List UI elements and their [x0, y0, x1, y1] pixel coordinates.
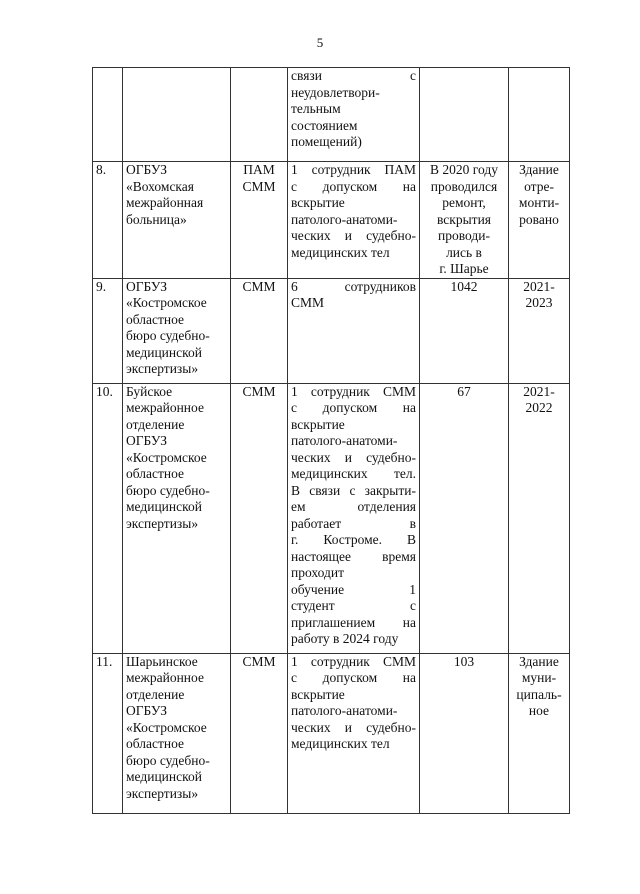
staff-description-line: патолого-анатоми- [291, 703, 398, 718]
staff-description-line: 6 сотрудников [291, 278, 416, 294]
institution-name-line: экспертизы» [126, 361, 199, 376]
institution-name-line: областное [126, 736, 185, 751]
staff-description-line: 1 сотрудник ПАМ [291, 162, 416, 177]
institution-name-line: бюро судебно- [126, 482, 210, 498]
institution-name-cell [123, 653, 231, 813]
row-number-cell [93, 653, 123, 813]
staff-description-line: связи с [291, 68, 416, 83]
staff-description-line: медицинских тел [291, 736, 390, 751]
specialist-type-cell [231, 383, 288, 653]
period-line: 2022 [525, 400, 553, 415]
institution-name-line: «Костромское [126, 295, 207, 310]
staff-description-cell [288, 162, 420, 279]
staff-description-line: медицинских тел. [291, 466, 416, 481]
staff-description-line: помещений) [291, 134, 362, 149]
autopsy-count-line: лись в [446, 244, 482, 260]
specialist-type-line: СММ [242, 178, 276, 194]
table-body [93, 68, 570, 814]
row-number-cell [93, 278, 123, 383]
institution-name-line: больница» [126, 211, 187, 227]
institution-name-cell [123, 278, 231, 383]
row-number: 11. [96, 653, 113, 669]
period-line: ровано [519, 211, 559, 227]
period-cell [509, 162, 570, 279]
institution-name-line: ОГБУЗ [126, 433, 167, 448]
table-row [93, 162, 570, 279]
institution-name-line: Буйское [126, 383, 173, 399]
staff-description-line: состоянием [291, 117, 358, 133]
institution-name-line: областное [126, 311, 185, 327]
row-number-cell [93, 383, 123, 653]
staff-description-line: г. Костроме. В [291, 532, 416, 547]
autopsy-count-line: ремонт, [442, 195, 486, 210]
staff-description-line: вскрытие [291, 416, 345, 432]
autopsy-count-line: 67 [457, 383, 471, 399]
period-line: ципаль- [516, 686, 562, 702]
staff-description-line: ем отделения [291, 499, 416, 514]
period-line: 2021- [523, 278, 555, 294]
staff-description-line: 1 сотрудник СММ [291, 653, 416, 669]
specialist-type-line: СММ [242, 383, 276, 399]
staff-description-line: студент с [291, 598, 416, 613]
institution-name-line: экспертизы» [126, 785, 199, 801]
staff-description-line: ческих и судебно- [291, 719, 416, 735]
staff-description-line: настоящее время [291, 548, 416, 564]
institution-name-line: бюро судебно- [126, 328, 210, 343]
specialist-type-cell [231, 68, 288, 162]
staff-description-line: работу в 2024 году [291, 631, 399, 646]
specialist-type-line: ПАМ [243, 162, 275, 177]
table-row [93, 278, 570, 383]
period-line: 2023 [525, 295, 553, 310]
autopsy-count-line: проводился [430, 178, 498, 194]
institution-name-line: областное [126, 466, 185, 481]
institution-name-line: медицинской [126, 499, 202, 514]
institution-name-line: межрайонная [126, 195, 204, 210]
staff-description-line: проходит [291, 565, 344, 580]
row-number-cell [93, 68, 123, 162]
institution-name-line: межрайонное [126, 670, 204, 685]
staff-description-line: патолого-анатоми- [291, 211, 398, 227]
row-number: 10. [96, 383, 113, 399]
period-cell [509, 68, 570, 162]
period-line: монти- [518, 195, 560, 210]
autopsy-count-line: вскрытия [437, 211, 491, 227]
institution-name-cell [123, 383, 231, 653]
institution-name-line: «Вохомская [126, 178, 194, 194]
period-line: ное [528, 703, 550, 718]
institution-name-line: ОГБУЗ [126, 162, 167, 177]
staff-description-line: 1 сотрудник СММ [291, 383, 416, 399]
autopsy-count-cell [420, 383, 509, 653]
staff-description-line: с допуском на [291, 670, 416, 685]
period-line: Здание [519, 162, 559, 177]
specialist-type-line: СММ [242, 653, 276, 669]
institution-name-cell [123, 68, 231, 162]
staff-description-line: ческих и судебно- [291, 449, 416, 465]
staff-description-line: СММ [291, 295, 325, 310]
institution-name-line: «Костромское [126, 449, 207, 465]
staff-description-cell [288, 653, 420, 813]
specialist-type-cell [231, 278, 288, 383]
staff-description-line: медицинских тел [291, 244, 390, 260]
institution-name-line: «Костромское [126, 719, 207, 735]
period-line: Здание [519, 653, 559, 669]
specialist-type-cell [231, 162, 288, 279]
staff-description-line: приглашением на [291, 614, 416, 630]
institutions-table [92, 67, 570, 814]
institution-name-line: медицинской [126, 344, 202, 360]
staff-description-cell [288, 68, 420, 162]
period-line: отре- [524, 178, 554, 194]
autopsy-count-line: 1042 [450, 278, 478, 294]
table-row [93, 653, 570, 813]
institution-name-line: экспертизы» [126, 515, 199, 531]
autopsy-count-line: 103 [453, 653, 475, 669]
autopsy-count-cell [420, 162, 509, 279]
specialist-type-cell [231, 653, 288, 813]
period-line: 2021- [523, 383, 555, 399]
staff-description-line: с допуском на [291, 400, 416, 415]
institution-name-line: ОГБУЗ [126, 703, 167, 718]
staff-description-line: тельным [291, 101, 341, 116]
table-row [93, 68, 570, 162]
autopsy-count-cell [420, 278, 509, 383]
staff-description-line: вскрытие [291, 195, 345, 210]
institution-name-line: бюро судебно- [126, 752, 210, 768]
period-cell [509, 653, 570, 813]
autopsy-count-line: г. Шарье [439, 261, 489, 276]
institution-name-cell [123, 162, 231, 279]
autopsy-count-cell [420, 653, 509, 813]
autopsy-count-cell [420, 68, 509, 162]
staff-description-line: работает в [291, 515, 416, 531]
specialist-type-line: СММ [242, 278, 276, 294]
period-line: муни- [521, 670, 557, 685]
period-cell [509, 278, 570, 383]
autopsy-count-line: В 2020 году [430, 162, 498, 177]
institution-name-line: межрайонное [126, 400, 204, 415]
row-number: 8. [96, 162, 107, 177]
institution-name-line: отделение [126, 686, 185, 702]
institution-name-line: отделение [126, 416, 185, 432]
staff-description-line: обучение 1 [291, 581, 416, 597]
row-number-cell [93, 162, 123, 279]
page-number: 5 [316, 35, 324, 50]
table-row [93, 383, 570, 653]
staff-description-cell [288, 278, 420, 383]
institution-name-line: медицинской [126, 769, 202, 784]
institution-name-line: ОГБУЗ [126, 278, 167, 294]
row-number: 9. [96, 278, 107, 294]
staff-description-line: вскрытие [291, 686, 345, 702]
institution-name-line: Шарьинское [126, 653, 198, 669]
staff-description-line: патолого-анатоми- [291, 433, 398, 448]
staff-description-line: с допуском на [291, 178, 416, 194]
period-cell [509, 383, 570, 653]
staff-description-cell [288, 383, 420, 653]
staff-description-line: В связи с закрыти- [291, 482, 416, 498]
staff-description-line: неудовлетвори- [291, 84, 380, 100]
staff-description-line: ческих и судебно- [291, 228, 416, 243]
autopsy-count-line: проводи- [438, 228, 490, 243]
